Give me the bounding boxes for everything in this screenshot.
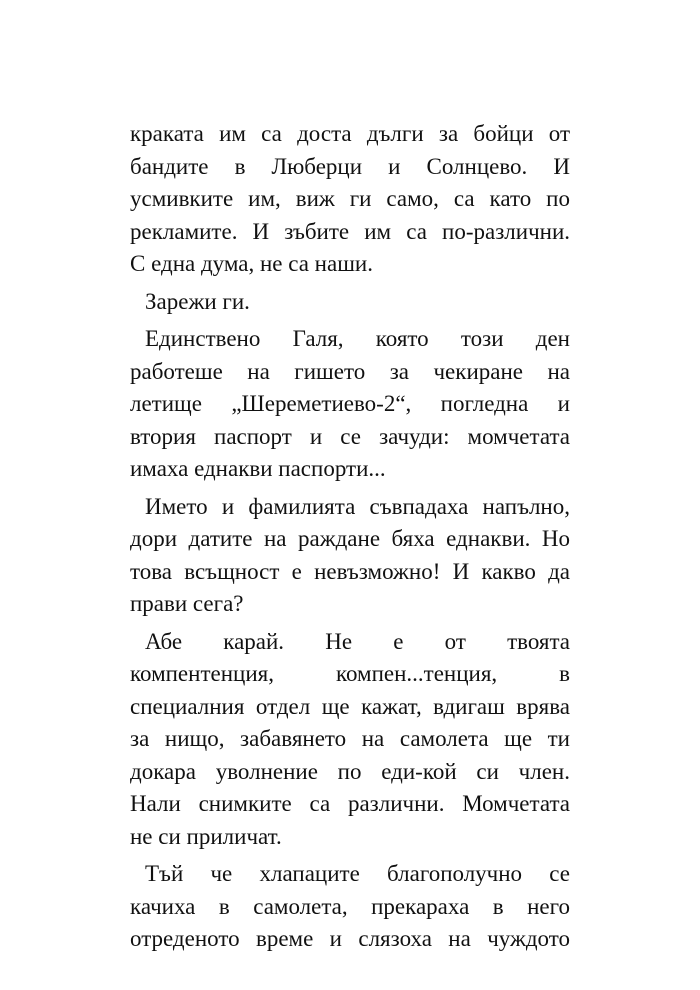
text-line: компентенция, компен...тенция, в bbox=[130, 661, 570, 686]
text-line: това всъщност е невъзможно! И какво да bbox=[130, 558, 570, 584]
paragraph-6 bbox=[130, 858, 570, 956]
text-line: усмивките им, виж ги само, са като по bbox=[130, 186, 570, 211]
text-line: Единствено Галя, която този ден bbox=[145, 326, 570, 351]
text-line: докара уволнение по еди-кой си член. bbox=[130, 758, 570, 784]
paragraph-2 bbox=[130, 286, 570, 319]
page-body bbox=[130, 118, 570, 956]
text-line: летище „Шереметиево-2“, погледна и bbox=[130, 391, 570, 416]
text-line: бандите в Люберци и Солнцево. И bbox=[130, 153, 570, 179]
text-line: краката им са доста дълги за бойци от bbox=[130, 121, 570, 146]
text-line: Нали снимките са различни. Момчетата bbox=[130, 791, 570, 816]
text-line: отреденото време и слязоха на чуждото bbox=[130, 926, 570, 951]
paragraph-4 bbox=[130, 491, 570, 621]
text-line: дори датите на раждане бяха еднакви. Но bbox=[130, 526, 570, 551]
text-line: качиха в самолета, прекараха в него bbox=[130, 893, 570, 919]
text-line: специалния отдел ще кажат, вдигаш врява bbox=[130, 693, 570, 719]
text-line: С една дума, не са наши. bbox=[130, 251, 373, 276]
text-line: Абе карай. Не е от твоята bbox=[145, 628, 570, 654]
text-line: за нищо, забавянето на самолета ще ти bbox=[130, 726, 570, 751]
text-line: не си приличат. bbox=[130, 823, 282, 849]
text-line: втория паспорт и се зачуди: момчетата bbox=[130, 423, 570, 449]
paragraph-5 bbox=[130, 626, 570, 854]
text-line: рекламите. И зъбите им са по-различни. bbox=[130, 218, 570, 244]
text-line: прави сега? bbox=[130, 591, 244, 616]
paragraph-3 bbox=[130, 323, 570, 486]
text-line: имаха еднакви паспорти... bbox=[130, 456, 386, 481]
text-line: Зарежи ги. bbox=[145, 288, 250, 314]
paragraph-1 bbox=[130, 118, 570, 281]
text-line: работеше на гишето за чекиране на bbox=[130, 358, 570, 384]
text-line: Тъй че хлапаците благополучно се bbox=[145, 861, 570, 886]
text-line: Името и фамилията съвпадаха напълно, bbox=[145, 493, 570, 519]
